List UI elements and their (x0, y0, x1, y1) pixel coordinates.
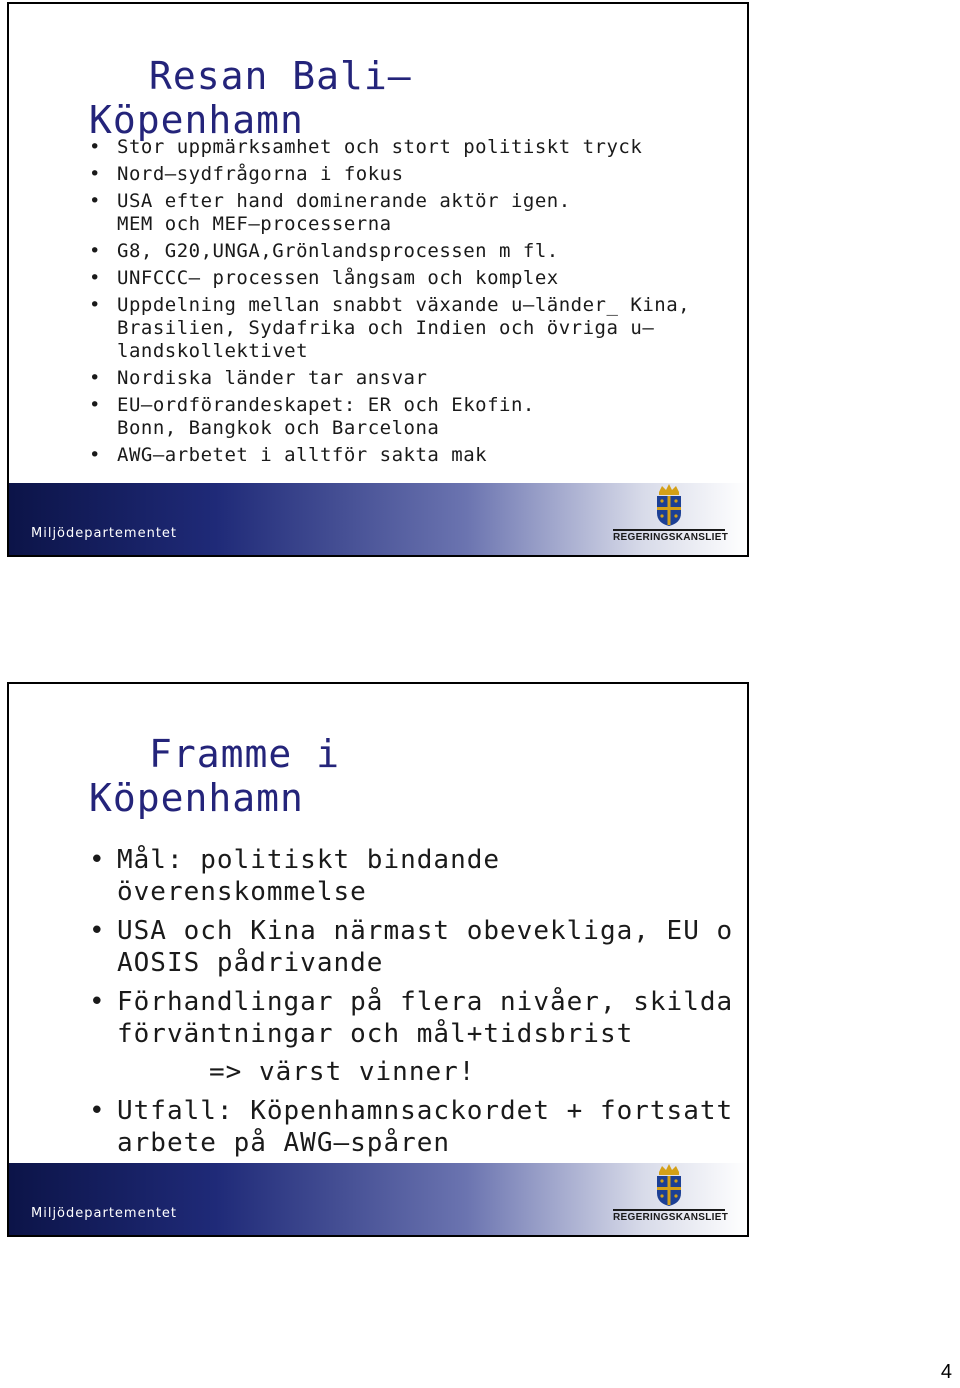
continuation-text: Bonn, Bangkok och Barcelona (117, 417, 440, 439)
bullet-text: EU–ordförandeskapet: ER och Ekofin. (117, 394, 535, 416)
bullet-item (89, 444, 747, 467)
bullet-item (89, 394, 747, 417)
bullet-icon: • (89, 444, 101, 466)
bullet-list (89, 136, 747, 471)
bullet-item (89, 163, 747, 186)
department-name: Miljödepartementet (31, 1206, 178, 1221)
bullet-item (89, 267, 747, 290)
bullet-icon: • (89, 987, 106, 1017)
page-number: 4 (940, 1361, 952, 1383)
title-line-1: Framme i (149, 732, 341, 776)
bullet-text: Mål: politiskt bindande överenskommelse (117, 845, 501, 907)
bullet-list (89, 844, 747, 1166)
continuation-line (89, 417, 747, 440)
title-line-2: Köpenhamn (89, 98, 304, 142)
bullet-text: Utfall: Köpenhamnsackordet + fortsatt arbete på AWG–spåren (117, 1096, 734, 1158)
bullet-text: UNFCCC– processen långsam och komplex (117, 267, 559, 289)
bullet-item (89, 294, 747, 363)
bullet-text: Stor uppmärksamhet och stort politiskt tryck (117, 136, 643, 158)
government-logo (613, 1163, 729, 1223)
slide-1 (7, 2, 749, 557)
bullet-item (89, 915, 747, 979)
bullet-icon: • (89, 163, 101, 185)
bullet-item (89, 136, 747, 159)
continuation-line (89, 213, 747, 236)
bullet-item (89, 1095, 747, 1159)
bullet-icon: • (89, 845, 106, 875)
bullet-icon: • (89, 294, 101, 316)
bullet-icon: • (89, 136, 101, 158)
bullet-item (89, 367, 747, 390)
bullet-icon: • (89, 394, 101, 416)
bullet-item (89, 986, 747, 1050)
bullet-icon: • (89, 240, 101, 262)
bullet-icon: • (89, 916, 106, 946)
bullet-icon: • (89, 367, 101, 389)
title-line-1: Resan Bali– (149, 54, 412, 98)
bullet-text: USA efter hand dominerande aktör igen. (117, 190, 571, 212)
slide-footer (9, 483, 747, 555)
bullet-text: G8, G20,UNGA,Grönlandsprocessen m fl. (117, 240, 559, 262)
crown-shield-icon (649, 1163, 689, 1207)
continuation-text: MEM och MEF–processerna (117, 213, 392, 235)
logo-text: REGERINGSKANSLIET (613, 1209, 725, 1223)
bullet-text: Nordiska länder tar ansvar (117, 367, 428, 389)
bullet-icon: • (89, 190, 101, 212)
bullet-item (89, 190, 747, 213)
slide-2 (7, 682, 749, 1237)
bullet-icon: • (89, 267, 101, 289)
title-line-2: Köpenhamn (89, 776, 304, 820)
logo-text: REGERINGSKANSLIET (613, 529, 725, 543)
bullet-text: Förhandlingar på flera nivåer, skilda förväntningar och mål+tidsbrist (117, 987, 734, 1049)
bullet-text: AWG–arbetet i alltför sakta mak (117, 444, 488, 466)
slide-title (89, 732, 340, 820)
bullet-text: Nord–sydfrågorna i fokus (117, 163, 404, 185)
indented-line: => värst vinner! (209, 1057, 476, 1087)
department-name: Miljödepartementet (31, 526, 178, 541)
slide-footer (9, 1163, 747, 1235)
bullet-item (89, 844, 747, 908)
government-logo (613, 483, 729, 543)
slide-title (89, 54, 412, 142)
bullet-item (89, 240, 747, 263)
bullet-icon: • (89, 1096, 106, 1126)
bullet-text: Uppdelning mellan snabbt växande u–länder_ Kina, Brasilien, Sydafrika och Indien och övriga u–landskollektivet (117, 294, 691, 362)
crown-shield-icon (649, 483, 689, 527)
bullet-text: USA och Kina närmast obevekliga, EU o AOSIS pådrivande (117, 916, 734, 978)
